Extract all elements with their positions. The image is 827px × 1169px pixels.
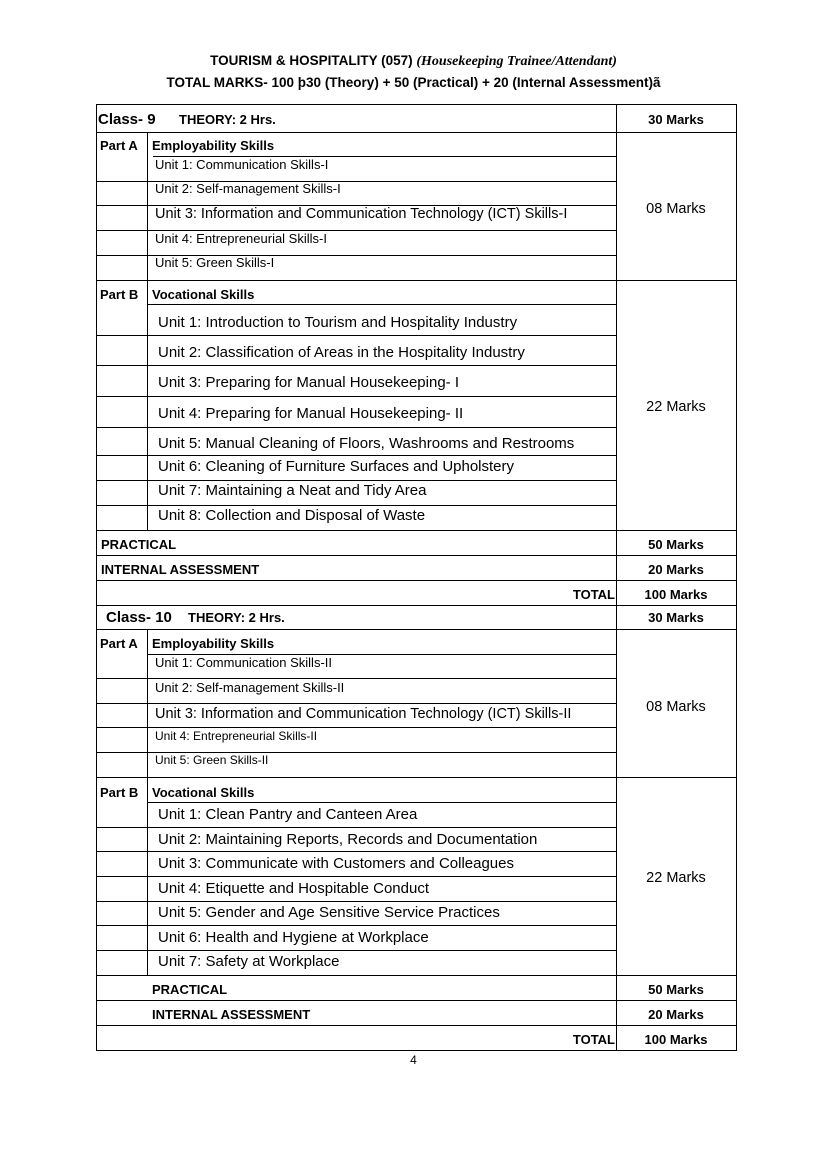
class10-partB-marks: 22 Marks: [646, 870, 706, 886]
class9-internal-label: INTERNAL ASSESSMENT: [101, 562, 260, 577]
class10-partA-unit: Unit 1: Communication Skills-II: [155, 655, 332, 670]
class9-partA-title: Employability Skills: [152, 138, 275, 153]
class9-partB-unit: Unit 5: Manual Cleaning of Floors, Washrooms and Restrooms: [158, 435, 575, 452]
class10-partA-unit: Unit 2: Self-management Skills-II: [155, 680, 345, 695]
syllabus-table: [96, 104, 737, 1051]
class9-practical-label: PRACTICAL: [101, 537, 177, 552]
class10-partB-unit: Unit 2: Maintaining Reports, Records and Documentation: [158, 831, 538, 848]
class10-partA-marks: 08 Marks: [646, 699, 706, 715]
class10-partA-label: Part A: [100, 636, 138, 651]
class9-theory-marks: 30 Marks: [648, 112, 704, 127]
class9-partA-marks: 08 Marks: [646, 201, 706, 217]
class10-internal-label: INTERNAL ASSESSMENT: [152, 1007, 311, 1022]
class10-partA-unit: Unit 3: Information and Communication Technology (ICT) Skills-II: [155, 706, 572, 722]
class9-partB-unit: Unit 4: Preparing for Manual Housekeeping- II: [158, 405, 464, 422]
class9-internal-marks: 20 Marks: [648, 562, 704, 577]
title-main: TOURISM & HOSPITALITY (057): [210, 53, 413, 68]
class9-theory-label: THEORY: 2 Hrs.: [179, 112, 276, 127]
class10-label: Class- 10: [106, 609, 172, 626]
class9-partA-unit: Unit 4: Entrepreneurial Skills-I: [155, 231, 327, 246]
class9-label: Class- 9: [98, 111, 156, 128]
class10-theory-label: THEORY: 2 Hrs.: [188, 610, 285, 625]
class10-partA-title: Employability Skills: [152, 636, 275, 651]
class10-partB-title: Vocational Skills: [152, 785, 255, 800]
class9-partB-unit: Unit 7: Maintaining a Neat and Tidy Area: [158, 482, 427, 499]
class9-partA-unit: Unit 3: Information and Communication Technology (ICT) Skills-I: [155, 206, 568, 222]
total-marks-heading: TOTAL MARKS- 100 þ30 (Theory) + 50 (Practical) + 20 (Internal Assessment)ã: [166, 75, 661, 90]
class9-practical-marks: 50 Marks: [648, 537, 704, 552]
class10-partB-unit: Unit 7: Safety at Workplace: [158, 953, 340, 970]
class9-partB-unit: Unit 1: Introduction to Tourism and Hospitality Industry: [158, 314, 518, 331]
class10-partB-unit: Unit 6: Health and Hygiene at Workplace: [158, 929, 429, 946]
class10-partB-label: Part B: [100, 785, 139, 800]
class9-partA-unit: Unit 2: Self-management Skills-I: [155, 181, 341, 196]
class10-partA-unit: Unit 5: Green Skills-II: [155, 753, 269, 767]
class9-partA-label: Part A: [100, 138, 138, 153]
class9-partB-marks: 22 Marks: [646, 399, 706, 415]
class9-partB-unit: Unit 8: Collection and Disposal of Waste: [158, 507, 426, 524]
class10-practical-label: PRACTICAL: [152, 982, 228, 997]
class10-partB-unit: Unit 1: Clean Pantry and Canteen Area: [158, 806, 418, 823]
class9-partA-unit: Unit 1: Communication Skills-I: [155, 157, 329, 172]
class10-partB-unit: Unit 5: Gender and Age Sensitive Service Practices: [158, 904, 500, 921]
class10-partB-unit: Unit 3: Communicate with Customers and Colleagues: [158, 855, 514, 872]
class9-total-label: TOTAL: [572, 587, 615, 602]
class9-partB-unit: Unit 6: Cleaning of Furniture Surfaces and Upholstery: [158, 458, 515, 475]
class10-partA-unit: Unit 4: Entrepreneurial Skills-II: [155, 729, 318, 743]
class10-partB-unit: Unit 4: Etiquette and Hospitable Conduct: [158, 880, 430, 897]
document-title: [0, 53, 827, 70]
class9-partB-unit: Unit 2: Classification of Areas in the Hospitality Industry: [158, 344, 525, 361]
class9-total-marks: 100 Marks: [644, 587, 708, 602]
class10-total-marks: 100 Marks: [644, 1032, 708, 1047]
page-number: 4: [410, 1053, 417, 1067]
class9-partA-unit: Unit 5: Green Skills-I: [155, 255, 275, 270]
class9-partB-unit: Unit 3: Preparing for Manual Housekeeping- I: [158, 374, 459, 391]
title-italic: (Housekeeping Trainee/Attendant): [416, 54, 617, 69]
class10-practical-marks: 50 Marks: [648, 982, 704, 997]
class9-partB-title: Vocational Skills: [152, 287, 255, 302]
class9-partB-label: Part B: [100, 287, 139, 302]
class10-internal-marks: 20 Marks: [648, 1007, 704, 1022]
class10-theory-marks: 30 Marks: [648, 610, 704, 625]
class10-total-label: TOTAL: [572, 1032, 615, 1047]
